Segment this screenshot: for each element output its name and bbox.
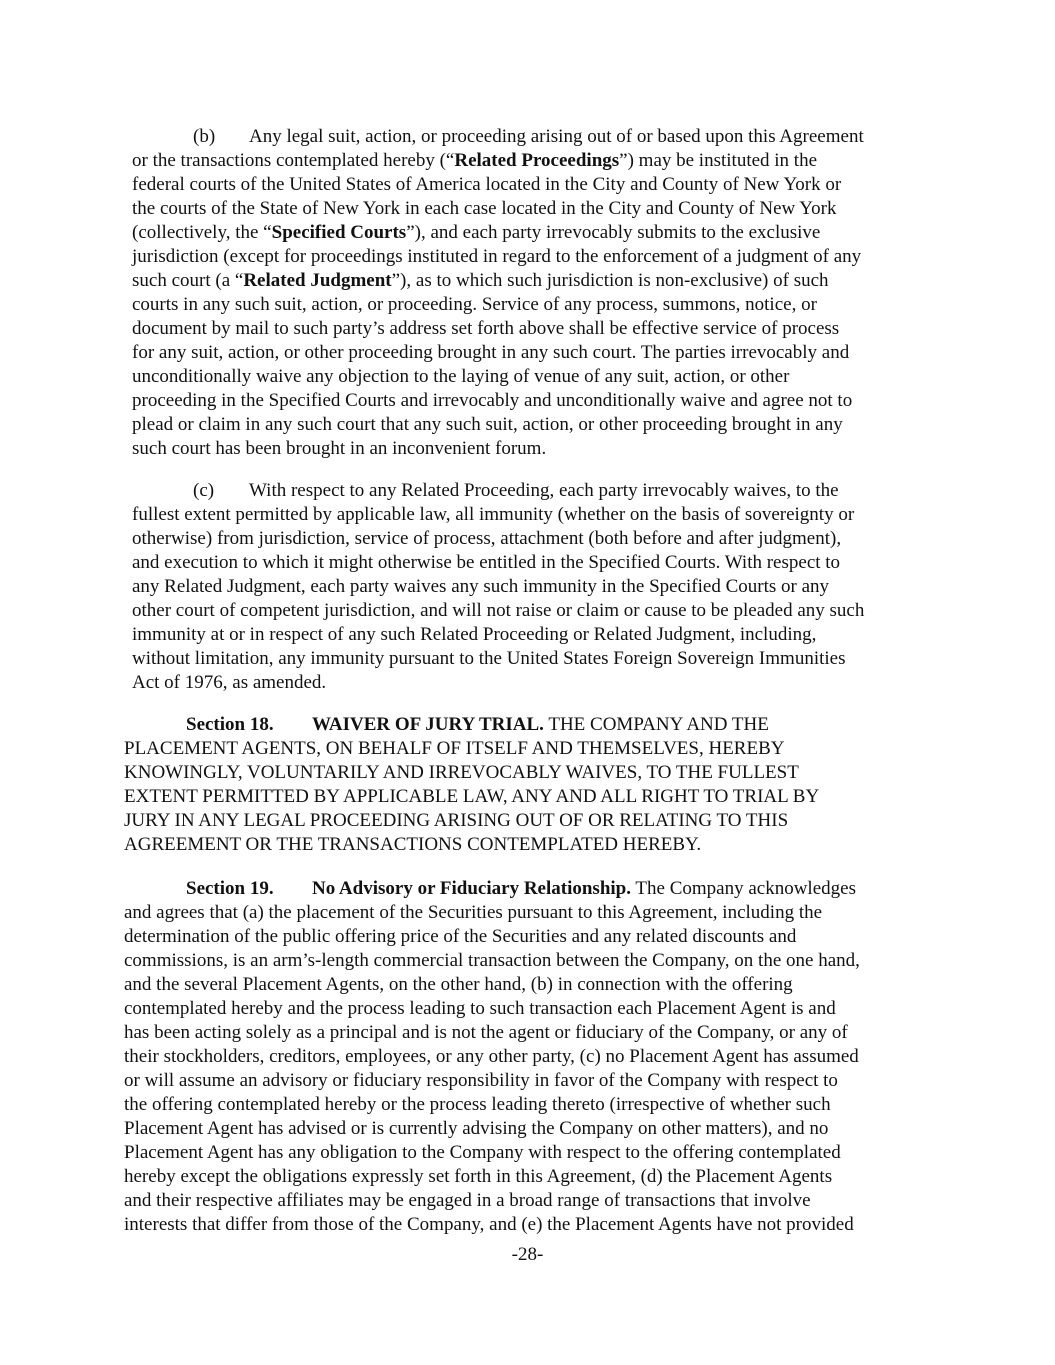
section-19-title: No Advisory or Fiduciary Relationship.: [312, 878, 631, 899]
section-19-text-1: The Company acknowledges: [635, 878, 856, 899]
section-19-line-13: hereby except the obligations expressly set forth in this Agreement, (d) the Placement Agents: [124, 1166, 833, 1187]
paragraph-b-line-13: plead or claim in any such court that any such suit, action, or other proceeding brought in any: [132, 414, 843, 435]
paragraph-b-text-7c: ”), as to which such jurisdiction is non-exclusive) of such: [391, 270, 829, 291]
paragraph-c-line-3: otherwise) from jurisdiction, service of process, attachment (both before and after judgment),: [132, 528, 842, 549]
section-18-line-5: JURY IN ANY LEGAL PROCEEDING ARISING OUT OF OR RELATING TO THIS: [124, 810, 789, 831]
paragraph-b-line-6: jurisdiction (except for proceedings instituted in regard to the enforcement of a judgment of any: [132, 246, 862, 267]
paragraph-b-marker: (b): [193, 126, 216, 147]
section-18-line-3: KNOWINGLY, VOLUNTARILY AND IRREVOCABLY WAIVES, TO THE FULLEST: [124, 762, 799, 783]
paragraph-b-line-8: courts in any such suit, action, or proceeding. Service of any process, summons, notice, or: [132, 294, 817, 315]
section-19-line-9: or will assume an advisory or fiduciary responsibility in favor of the Company with respect to: [124, 1070, 838, 1091]
paragraph-b-line-7: [132, 269, 829, 293]
section-19-line-5: and the several Placement Agents, on the other hand, (b) in connection with the offering: [124, 974, 793, 995]
section-19-line-14: and their respective affiliates may be engaged in a broad range of transactions that involve: [124, 1190, 811, 1211]
paragraph-c-line-2: fullest extent permitted by applicable law, all immunity (whether on the basis of sovereignty or: [132, 504, 855, 525]
paragraph-b-line-2: [132, 149, 817, 173]
paragraph-c-text-1: With respect to any Related Proceeding, each party irrevocably waives, to the: [249, 480, 839, 501]
section-19-line-15: interests that differ from those of the Company, and (e) the Placement Agents have not provided: [124, 1214, 854, 1235]
paragraph-b-line-14: such court has been brought in an inconvenient forum.: [132, 438, 547, 459]
paragraph-b-text-5a: (collectively, the “: [132, 222, 272, 243]
section-19-line-6: contemplated hereby and the process leading to such transaction each Placement Agent is and: [124, 998, 836, 1019]
section-19-line-12: Placement Agent has any obligation to the Company with respect to the offering contemplated: [124, 1142, 841, 1163]
page-number: -28-: [511, 1244, 544, 1265]
section-18-text-1: THE COMPANY AND THE: [548, 714, 769, 735]
section-18-number: Section 18.: [186, 714, 274, 735]
paragraph-b-line-9: document by mail to such party’s address set forth above shall be effective service of process: [132, 318, 840, 339]
section-19-line-3: determination of the public offering price of the Securities and any related discounts and: [124, 926, 797, 947]
paragraph-c-line-8: without limitation, any immunity pursuant to the United States Foreign Sovereign Immunities: [132, 648, 846, 669]
section-18-line-2: PLACEMENT AGENTS, ON BEHALF OF ITSELF AND THEMSELVES, HEREBY: [124, 738, 785, 759]
paragraph-b-text-1: Any legal suit, action, or proceeding arising out of or based upon this Agreement: [249, 126, 864, 147]
paragraph-b-line-10: for any suit, action, or other proceeding brought in any such court. The parties irrevocably and: [132, 342, 850, 363]
paragraph-b-line-5: [132, 221, 820, 245]
section-18: [124, 713, 944, 863]
paragraph-b-line-1: [132, 125, 864, 149]
paragraph-b-line-4: the courts of the State of New York in each case located in the City and County of New York: [132, 198, 837, 219]
term-specified-courts: Specified Courts: [271, 222, 407, 243]
section-19-line-7: has been acting solely as a principal and is not the agent or fiduciary of the Company, or any of: [124, 1022, 848, 1043]
section-19-number: Section 19.: [186, 878, 274, 899]
section-19-line-2: and agrees that (a) the placement of the Securities pursuant to this Agreement, including the: [124, 902, 823, 923]
section-18-line-6: AGREEMENT OR THE TRANSACTIONS CONTEMPLATED HEREBY.: [124, 834, 702, 855]
section-19-line-4: commissions, is an arm’s-length commercial transaction between the Company, on the one hand,: [124, 950, 860, 971]
paragraph-b-line-12: proceeding in the Specified Courts and irrevocably and unconditionally waive and agree not to: [132, 390, 853, 411]
section-19-line-8: their stockholders, creditors, employees, or any other party, (c) no Placement Agent has assumed: [124, 1046, 859, 1067]
paragraph-b: [132, 125, 932, 465]
paragraph-c-line-6: other court of competent jurisdiction, and will not raise or claim or cause to be pleaded any such: [132, 600, 865, 621]
section-19: [124, 877, 944, 1242]
paragraph-b-text-7a: such court (a “: [132, 270, 244, 291]
term-related-judgment: Related Judgment: [243, 270, 392, 291]
section-19-line-1: [124, 877, 856, 901]
paragraph-b-line-11: unconditionally waive any objection to the laying of venue of any suit, action, or other: [132, 366, 790, 387]
term-related-proceedings: Related Proceedings: [454, 150, 620, 171]
paragraph-c-line-1: [132, 479, 839, 503]
paragraph-c-line-9: Act of 1976, as amended.: [132, 672, 327, 693]
section-18-line-1: [124, 713, 769, 737]
section-18-line-4: EXTENT PERMITTED BY APPLICABLE LAW, ANY AND ALL RIGHT TO TRIAL BY: [124, 786, 820, 807]
section-19-line-11: Placement Agent has advised or is currently advising the Company on other matters), and no: [124, 1118, 829, 1139]
paragraph-c-line-4: and execution to which it might otherwise be entitled in the Specified Courts. With respect to: [132, 552, 841, 573]
section-18-title: WAIVER OF JURY TRIAL.: [312, 714, 544, 735]
paragraph-b-text-5c: ”), and each party irrevocably submits to the exclusive: [406, 222, 821, 243]
paragraph-c-line-7: immunity at or in respect of any such Related Proceeding or Related Judgment, including,: [132, 624, 817, 645]
paragraph-b-text-2a: or the transactions contemplated hereby (“: [132, 150, 455, 171]
paragraph-c-marker: (c): [193, 480, 215, 501]
paragraph-c: [132, 479, 932, 699]
paragraph-b-line-3: federal courts of the United States of America located in the City and County of New York or: [132, 174, 842, 195]
paragraph-b-text-2c: ”) may be instituted in the: [619, 150, 818, 171]
paragraph-c-line-5: any Related Judgment, each party waives any such immunity in the Specified Courts or any: [132, 576, 830, 597]
section-19-line-10: the offering contemplated hereby or the process leading thereto (irrespective of whether such: [124, 1094, 831, 1115]
